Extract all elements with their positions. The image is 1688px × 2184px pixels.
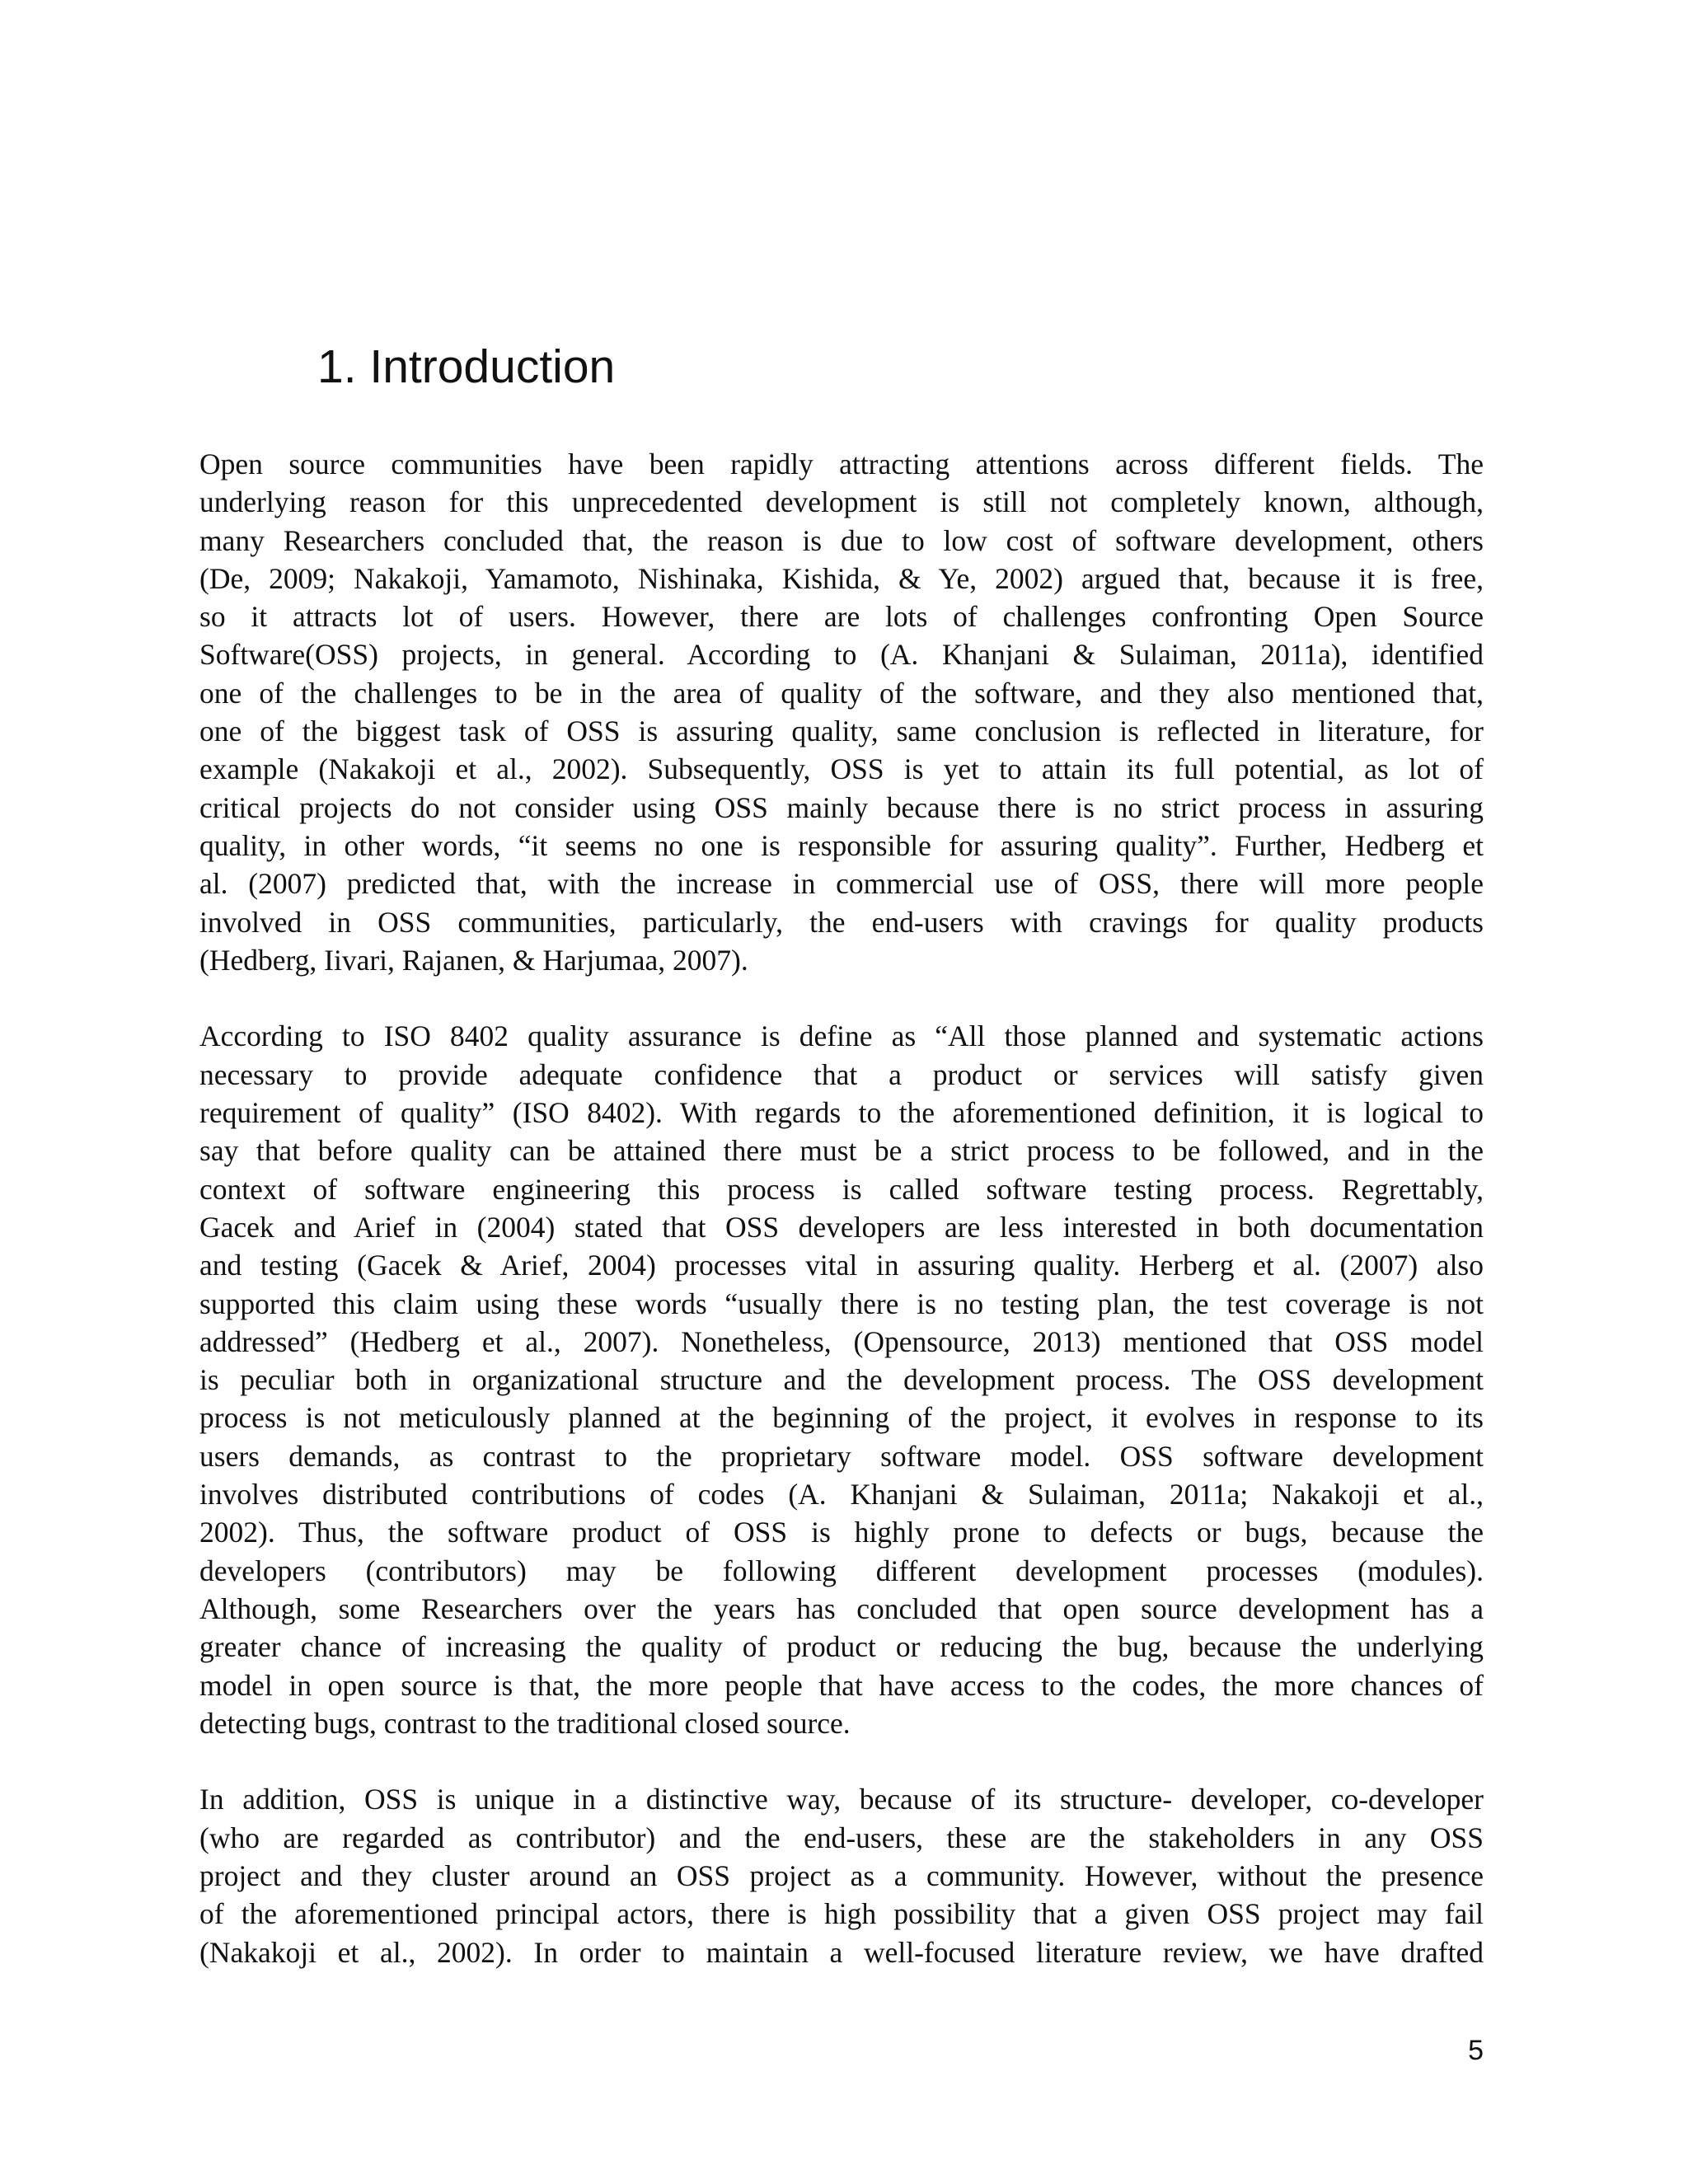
text-line: supported this claim using these words “usually there is no testing plan, the test coverage is not bbox=[199, 1286, 1484, 1320]
page-number: 5 bbox=[1468, 2035, 1484, 2066]
text-line: say that before quality can be attained there must be a strict process to be followed, and in the bbox=[199, 1134, 1484, 1168]
text-line: Gacek and Arief in (2004) stated that OSS developers are less interested in both documentation bbox=[199, 1210, 1484, 1244]
text-line: Open source communities have been rapidly attracting attentions across different fields. The bbox=[199, 448, 1484, 480]
text-line: Although, some Researchers over the years has concluded that open source development has a bbox=[199, 1591, 1484, 1625]
text-line: context of software engineering this process is called software testing process. Regrettably, bbox=[199, 1172, 1484, 1206]
text-line: detecting bugs, contrast to the traditional closed source. bbox=[199, 1706, 851, 1740]
text-line: al. (2007) predicted that, with the increase in commercial use of OSS, there will more people bbox=[199, 867, 1484, 901]
text-line: addressed” (Hedberg et al., 2007). Nonetheless, (Opensource, 2013) mentioned that OSS model bbox=[199, 1324, 1484, 1358]
text-line: (who are regarded as contributor) and the end-users, these are the stakeholders in any OSS bbox=[199, 1821, 1484, 1854]
text-line: many Researchers concluded that, the reason is due to low cost of software development, others bbox=[199, 523, 1484, 557]
text-line: involves distributed contributions of codes (A. Khanjani & Sulaiman, 2011a; Nakakoji et al., bbox=[199, 1478, 1484, 1511]
text-line: critical projects do not consider using OSS mainly because there is no strict process in assuring bbox=[199, 790, 1484, 824]
text-line: so it attracts lot of users. However, there are lots of challenges confronting Open Source bbox=[199, 600, 1484, 634]
text-line: one of the challenges to be in the area of quality of the software, and they also mentioned that, bbox=[199, 676, 1484, 710]
text-line: users demands, as contrast to the proprietary software model. OSS software development bbox=[199, 1439, 1484, 1473]
text-line: is peculiar both in organizational structure and the development process. The OSS development bbox=[199, 1363, 1484, 1397]
text-line: (Hedberg, Iivari, Rajanen, & Harjumaa, 2007). bbox=[199, 943, 748, 977]
text-line: necessary to provide adequate confidence that a product or services will satisfy given bbox=[199, 1057, 1484, 1091]
text-line: example (Nakakoji et al., 2002). Subsequently, OSS is yet to attain its full potential, as lot of bbox=[199, 752, 1484, 786]
paragraph bbox=[199, 445, 1484, 979]
text-line: model in open source is that, the more people that have access to the codes, the more chances of bbox=[199, 1668, 1484, 1702]
paragraph bbox=[199, 1017, 1484, 1742]
text-line: one of the biggest task of OSS is assuring quality, same conclusion is reflected in literature, for bbox=[199, 715, 1484, 748]
text-line: Software(OSS) projects, in general. According to (A. Khanjani & Sulaiman, 2011a), identified bbox=[199, 638, 1484, 672]
text-line: According to ISO 8402 quality assurance is define as “All those planned and systematic actions bbox=[199, 1019, 1484, 1053]
text-line: 2002). Thus, the software product of OSS is highly prone to defects or bugs, because the bbox=[199, 1516, 1484, 1549]
text-line: and testing (Gacek & Arief, 2004) processes vital in assuring quality. Herberg et al. (2007) also bbox=[199, 1249, 1484, 1282]
paragraph bbox=[199, 1780, 1484, 1971]
text-line: (Nakakoji et al., 2002). In order to maintain a well-focused literature review, we have drafted bbox=[199, 1935, 1484, 1969]
body-text bbox=[199, 445, 1484, 2009]
text-line: greater chance of increasing the quality of product or reducing the bug, because the underlying bbox=[199, 1630, 1484, 1664]
text-line: underlying reason for this unprecedented development is still not completely known, although, bbox=[199, 485, 1484, 519]
text-line: process is not meticulously planned at the beginning of the project, it evolves in response to its bbox=[199, 1401, 1484, 1435]
text-line: of the aforementioned principal actors, there is high possibility that a given OSS project may fail bbox=[199, 1897, 1484, 1931]
text-line: project and they cluster around an OSS project as a community. However, without the presence bbox=[199, 1858, 1484, 1892]
section-heading: 1. Introduction bbox=[317, 340, 616, 393]
text-line: developers (contributors) may be following different development processes (modules). bbox=[199, 1554, 1484, 1587]
text-line: involved in OSS communities, particularly, the end-users with cravings for quality products bbox=[199, 905, 1484, 939]
text-line: quality, in other words, “it seems no one is responsible for assuring quality”. Further, Hedberg et bbox=[199, 828, 1484, 862]
text-line: In addition, OSS is unique in a distinctive way, because of its structure- developer, co-developer bbox=[199, 1783, 1484, 1816]
text-line: requirement of quality” (ISO 8402). With regards to the aforementioned definition, it is logical to bbox=[199, 1096, 1484, 1130]
text-line: (De, 2009; Nakakoji, Yamamoto, Nishinaka, Kishida, & Ye, 2002) argued that, because it is free, bbox=[199, 561, 1484, 595]
